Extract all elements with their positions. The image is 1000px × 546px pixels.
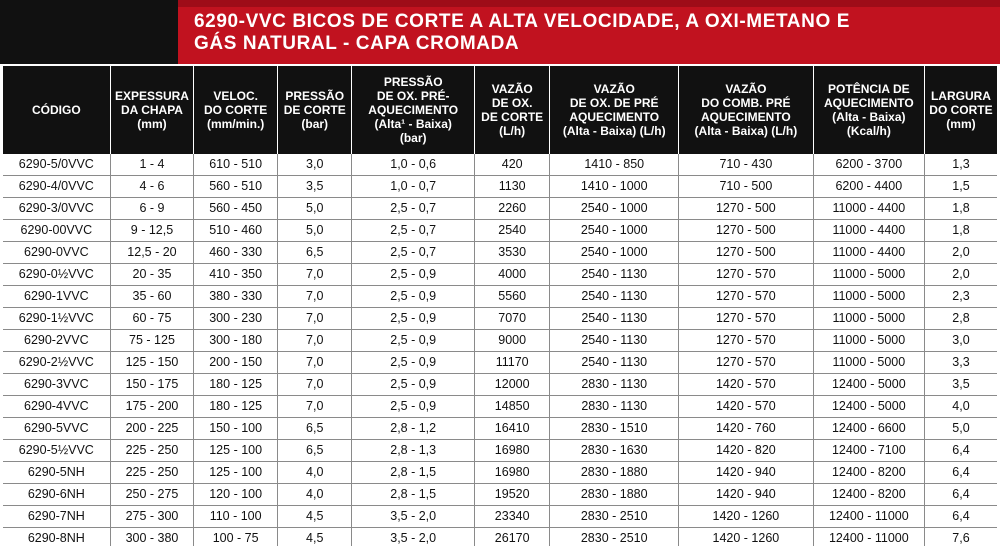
cell-largura: 1,5 xyxy=(924,176,997,198)
table-row xyxy=(3,462,997,484)
cell-codigo: 6290-0VVC xyxy=(3,242,110,264)
cell-pressao-preaquecimento: 2,8 - 1,5 xyxy=(352,484,474,506)
cell-vazao-comb-pre: 1420 - 570 xyxy=(679,374,814,396)
column-header-line: VAZÃO xyxy=(725,82,767,96)
column-header-pressao-preaquecimento xyxy=(352,66,474,154)
cell-velocidade: 180 - 125 xyxy=(194,396,278,418)
cell-espessura: 225 - 250 xyxy=(110,462,194,484)
cell-codigo: 6290-8NH xyxy=(3,528,110,546)
column-header-line: DE CORTE xyxy=(283,103,346,117)
cell-vazao-comb-pre: 1270 - 570 xyxy=(679,330,814,352)
table-row xyxy=(3,242,997,264)
cell-codigo: 6290-7NH xyxy=(3,506,110,528)
cell-pressao-corte: 7,0 xyxy=(277,330,351,352)
cell-vazao-comb-pre: 1420 - 940 xyxy=(679,484,814,506)
table-row xyxy=(3,154,997,176)
cell-espessura: 9 - 12,5 xyxy=(110,220,194,242)
table-row xyxy=(3,440,997,462)
cell-largura: 7,6 xyxy=(924,528,997,546)
cell-potencia: 6200 - 4400 xyxy=(813,176,924,198)
cell-pressao-corte: 7,0 xyxy=(277,374,351,396)
cell-espessura: 150 - 175 xyxy=(110,374,194,396)
cell-potencia: 11000 - 4400 xyxy=(813,220,924,242)
cell-potencia: 12400 - 11000 xyxy=(813,528,924,546)
cell-codigo: 6290-1VVC xyxy=(3,286,110,308)
cell-vazao-comb-pre: 1270 - 570 xyxy=(679,352,814,374)
cell-pressao-corte: 7,0 xyxy=(277,308,351,330)
column-header-line: (Alta - Baixa) (L/h) xyxy=(562,124,666,138)
cell-vazao-ox-corte: 9000 xyxy=(474,330,550,352)
cell-pressao-corte: 4,0 xyxy=(277,484,351,506)
table-row xyxy=(3,330,997,352)
cell-largura: 3,3 xyxy=(924,352,997,374)
column-header-line: (L/h) xyxy=(499,124,526,138)
table-row xyxy=(3,308,997,330)
cell-pressao-corte: 4,0 xyxy=(277,462,351,484)
cell-espessura: 250 - 275 xyxy=(110,484,194,506)
table-row xyxy=(3,264,997,286)
cell-potencia: 12400 - 6600 xyxy=(813,418,924,440)
cell-largura: 4,0 xyxy=(924,396,997,418)
cell-vazao-ox-corte: 2540 xyxy=(474,220,550,242)
table-row xyxy=(3,528,997,546)
cell-largura: 2,0 xyxy=(924,242,997,264)
cell-potencia: 12400 - 5000 xyxy=(813,374,924,396)
cell-vazao-ox-corte: 19520 xyxy=(474,484,550,506)
cell-potencia: 12400 - 8200 xyxy=(813,484,924,506)
cell-velocidade: 120 - 100 xyxy=(194,484,278,506)
cell-pressao-corte: 7,0 xyxy=(277,286,351,308)
cell-vazao-ox-pre: 2830 - 1880 xyxy=(550,462,679,484)
table-body xyxy=(3,154,997,546)
title-bar xyxy=(0,0,1000,64)
cell-codigo: 6290-4VVC xyxy=(3,396,110,418)
column-header-line: VELOC. xyxy=(213,89,258,103)
table-row xyxy=(3,396,997,418)
column-header-line: AQUECIMENTO xyxy=(823,96,914,110)
column-header-line: (Alta - Baixa) xyxy=(832,110,906,124)
cell-pressao-preaquecimento: 1,0 - 0,7 xyxy=(352,176,474,198)
cell-pressao-preaquecimento: 2,5 - 0,9 xyxy=(352,374,474,396)
cell-pressao-corte: 5,0 xyxy=(277,220,351,242)
cell-vazao-ox-pre: 1410 - 850 xyxy=(550,154,679,176)
cell-vazao-ox-pre: 2540 - 1130 xyxy=(550,352,679,374)
cell-pressao-preaquecimento: 1,0 - 0,6 xyxy=(352,154,474,176)
cell-espessura: 75 - 125 xyxy=(110,330,194,352)
cell-largura: 1,8 xyxy=(924,198,997,220)
cell-vazao-ox-pre: 2540 - 1130 xyxy=(550,286,679,308)
cell-vazao-comb-pre: 710 - 430 xyxy=(679,154,814,176)
cell-codigo: 6290-3VVC xyxy=(3,374,110,396)
cell-pressao-preaquecimento: 2,5 - 0,7 xyxy=(352,220,474,242)
column-header-line: DE OX. PRÉ- xyxy=(376,89,450,103)
table-row xyxy=(3,176,997,198)
cell-potencia: 6200 - 3700 xyxy=(813,154,924,176)
cell-largura: 1,3 xyxy=(924,154,997,176)
cell-velocidade: 410 - 350 xyxy=(194,264,278,286)
cell-largura: 6,4 xyxy=(924,462,997,484)
cell-potencia: 12400 - 7100 xyxy=(813,440,924,462)
cell-vazao-comb-pre: 1270 - 570 xyxy=(679,264,814,286)
cell-potencia: 11000 - 5000 xyxy=(813,264,924,286)
column-header-velocidade xyxy=(194,66,278,154)
table-row xyxy=(3,220,997,242)
cell-largura: 5,0 xyxy=(924,418,997,440)
table-header-row xyxy=(3,66,997,154)
column-header-line: CÓDIGO xyxy=(31,103,81,117)
cell-vazao-ox-corte: 26170 xyxy=(474,528,550,546)
table-row xyxy=(3,374,997,396)
cell-vazao-ox-corte: 7070 xyxy=(474,308,550,330)
cell-potencia: 12400 - 11000 xyxy=(813,506,924,528)
cell-largura: 6,4 xyxy=(924,484,997,506)
cell-pressao-corte: 4,5 xyxy=(277,506,351,528)
cell-vazao-ox-pre: 2540 - 1130 xyxy=(550,308,679,330)
column-header-line: AQUECIMENTO xyxy=(700,110,791,124)
cell-vazao-comb-pre: 710 - 500 xyxy=(679,176,814,198)
column-header-line: (mm) xyxy=(137,117,167,131)
cell-espessura: 20 - 35 xyxy=(110,264,194,286)
spec-table xyxy=(3,66,997,546)
cell-pressao-preaquecimento: 2,5 - 0,9 xyxy=(352,396,474,418)
cell-pressao-corte: 3,0 xyxy=(277,154,351,176)
cell-espessura: 35 - 60 xyxy=(110,286,194,308)
column-header-line: PRESSÃO xyxy=(285,89,345,103)
column-header-potencia xyxy=(813,66,924,154)
cell-potencia: 11000 - 5000 xyxy=(813,308,924,330)
cell-velocidade: 560 - 510 xyxy=(194,176,278,198)
cell-largura: 2,3 xyxy=(924,286,997,308)
cell-velocidade: 610 - 510 xyxy=(194,154,278,176)
cell-potencia: 11000 - 4400 xyxy=(813,198,924,220)
cell-pressao-corte: 4,5 xyxy=(277,528,351,546)
cell-vazao-ox-corte: 1130 xyxy=(474,176,550,198)
cell-vazao-ox-pre: 2830 - 1510 xyxy=(550,418,679,440)
table-row xyxy=(3,506,997,528)
column-header-line: VAZÃO xyxy=(491,82,533,96)
table-row xyxy=(3,484,997,506)
cell-velocidade: 200 - 150 xyxy=(194,352,278,374)
cell-vazao-ox-pre: 2830 - 1630 xyxy=(550,440,679,462)
cell-codigo: 6290-3/0VVC xyxy=(3,198,110,220)
cell-velocidade: 510 - 460 xyxy=(194,220,278,242)
cell-vazao-comb-pre: 1420 - 820 xyxy=(679,440,814,462)
cell-pressao-preaquecimento: 3,5 - 2,0 xyxy=(352,506,474,528)
cell-vazao-ox-pre: 2830 - 1130 xyxy=(550,396,679,418)
column-header-espessura xyxy=(110,66,194,154)
cell-vazao-ox-corte: 2260 xyxy=(474,198,550,220)
column-header-line: (bar) xyxy=(399,131,427,145)
cell-largura: 6,4 xyxy=(924,440,997,462)
cell-largura: 6,4 xyxy=(924,506,997,528)
title-red-accent xyxy=(178,0,1000,7)
column-header-line: (mm) xyxy=(946,117,976,131)
column-header-line: DO COMB. PRÉ xyxy=(701,96,791,110)
title-black-block xyxy=(0,0,178,64)
column-header-line: DE OX. xyxy=(491,96,533,110)
cell-vazao-comb-pre: 1270 - 570 xyxy=(679,286,814,308)
cell-pressao-preaquecimento: 2,5 - 0,9 xyxy=(352,330,474,352)
cell-pressao-preaquecimento: 2,8 - 1,5 xyxy=(352,462,474,484)
cell-vazao-ox-pre: 2540 - 1000 xyxy=(550,198,679,220)
column-header-line: VAZÃO xyxy=(593,82,635,96)
title-line-1: 6290-VVC BICOS DE CORTE A ALTA VELOCIDADE, A OXI-METANO E xyxy=(194,11,850,32)
cell-potencia: 11000 - 5000 xyxy=(813,330,924,352)
cell-velocidade: 560 - 450 xyxy=(194,198,278,220)
cell-potencia: 11000 - 5000 xyxy=(813,352,924,374)
column-header-line: POTÊNCIA DE xyxy=(828,82,910,96)
column-header-line: AQUECIMENTO xyxy=(569,110,660,124)
cell-pressao-preaquecimento: 2,5 - 0,7 xyxy=(352,242,474,264)
cell-codigo: 6290-2VVC xyxy=(3,330,110,352)
cell-vazao-ox-corte: 4000 xyxy=(474,264,550,286)
cell-espessura: 1 - 4 xyxy=(110,154,194,176)
cell-largura: 2,0 xyxy=(924,264,997,286)
cell-codigo: 6290-6NH xyxy=(3,484,110,506)
cell-vazao-ox-pre: 2830 - 1880 xyxy=(550,484,679,506)
column-header-line: AQUECIMENTO xyxy=(368,103,459,117)
cell-codigo: 6290-0½VVC xyxy=(3,264,110,286)
cell-velocidade: 380 - 330 xyxy=(194,286,278,308)
cell-largura: 1,8 xyxy=(924,220,997,242)
table-row xyxy=(3,418,997,440)
cell-potencia: 11000 - 4400 xyxy=(813,242,924,264)
cell-velocidade: 125 - 100 xyxy=(194,462,278,484)
cell-pressao-preaquecimento: 2,5 - 0,9 xyxy=(352,264,474,286)
cell-vazao-ox-corte: 16980 xyxy=(474,462,550,484)
cell-codigo: 6290-00VVC xyxy=(3,220,110,242)
cell-codigo: 6290-5/0VVC xyxy=(3,154,110,176)
cell-codigo: 6290-5½VVC xyxy=(3,440,110,462)
cell-espessura: 125 - 150 xyxy=(110,352,194,374)
cell-vazao-ox-corte: 420 xyxy=(474,154,550,176)
cell-espessura: 6 - 9 xyxy=(110,198,194,220)
cell-pressao-preaquecimento: 2,5 - 0,9 xyxy=(352,286,474,308)
cell-vazao-comb-pre: 1270 - 570 xyxy=(679,308,814,330)
column-header-line: (Alta¹ - Baixa) xyxy=(374,117,452,131)
cell-largura: 2,8 xyxy=(924,308,997,330)
cell-velocidade: 180 - 125 xyxy=(194,374,278,396)
cell-potencia: 11000 - 5000 xyxy=(813,286,924,308)
cell-espessura: 60 - 75 xyxy=(110,308,194,330)
column-header-line: LARGURA xyxy=(930,89,991,103)
cell-codigo: 6290-5NH xyxy=(3,462,110,484)
cell-vazao-ox-corte: 23340 xyxy=(474,506,550,528)
cell-velocidade: 150 - 100 xyxy=(194,418,278,440)
cell-velocidade: 110 - 100 xyxy=(194,506,278,528)
cell-vazao-ox-pre: 2830 - 1130 xyxy=(550,374,679,396)
cell-vazao-ox-pre: 2830 - 2510 xyxy=(550,506,679,528)
cell-codigo: 6290-2½VVC xyxy=(3,352,110,374)
cell-codigo: 6290-1½VVC xyxy=(3,308,110,330)
cell-vazao-comb-pre: 1420 - 940 xyxy=(679,462,814,484)
cell-pressao-preaquecimento: 2,8 - 1,2 xyxy=(352,418,474,440)
cell-pressao-preaquecimento: 2,5 - 0,9 xyxy=(352,308,474,330)
cell-pressao-preaquecimento: 3,5 - 2,0 xyxy=(352,528,474,546)
cell-largura: 3,0 xyxy=(924,330,997,352)
column-header-line: (bar) xyxy=(301,117,329,131)
column-header-line: (Alta - Baixa) (L/h) xyxy=(694,124,798,138)
column-header-line: PRESSÃO xyxy=(383,75,443,89)
column-header-line: DE OX. DE PRÉ xyxy=(569,96,659,110)
cell-codigo: 6290-4/0VVC xyxy=(3,176,110,198)
cell-vazao-comb-pre: 1420 - 1260 xyxy=(679,528,814,546)
cell-pressao-corte: 6,5 xyxy=(277,242,351,264)
cell-potencia: 12400 - 5000 xyxy=(813,396,924,418)
cell-espessura: 175 - 200 xyxy=(110,396,194,418)
title-line-2: GÁS NATURAL - CAPA CROMADA xyxy=(194,33,520,54)
cell-velocidade: 125 - 100 xyxy=(194,440,278,462)
cell-vazao-ox-corte: 3530 xyxy=(474,242,550,264)
cell-vazao-ox-corte: 14850 xyxy=(474,396,550,418)
cell-largura: 3,5 xyxy=(924,374,997,396)
column-header-vazao-comb-pre xyxy=(679,66,814,154)
page-title xyxy=(194,11,984,55)
column-header-line: DO CORTE xyxy=(203,103,268,117)
table-row xyxy=(3,352,997,374)
cell-velocidade: 100 - 75 xyxy=(194,528,278,546)
cell-pressao-corte: 7,0 xyxy=(277,264,351,286)
cell-vazao-ox-corte: 16980 xyxy=(474,440,550,462)
column-header-line: (mm/min.) xyxy=(206,117,265,131)
cell-espessura: 225 - 250 xyxy=(110,440,194,462)
column-header-codigo xyxy=(3,66,110,154)
cell-vazao-comb-pre: 1270 - 500 xyxy=(679,242,814,264)
cell-espessura: 12,5 - 20 xyxy=(110,242,194,264)
cell-vazao-comb-pre: 1420 - 570 xyxy=(679,396,814,418)
cell-potencia: 12400 - 8200 xyxy=(813,462,924,484)
cell-vazao-ox-pre: 2540 - 1000 xyxy=(550,220,679,242)
column-header-line: DE CORTE xyxy=(481,110,544,124)
cell-vazao-ox-corte: 5560 xyxy=(474,286,550,308)
column-header-vazao-ox-pre xyxy=(550,66,679,154)
cell-pressao-preaquecimento: 2,8 - 1,3 xyxy=(352,440,474,462)
cell-espessura: 300 - 380 xyxy=(110,528,194,546)
cell-vazao-ox-pre: 2540 - 1000 xyxy=(550,242,679,264)
table-row xyxy=(3,286,997,308)
cell-velocidade: 300 - 180 xyxy=(194,330,278,352)
cell-vazao-ox-pre: 2830 - 2510 xyxy=(550,528,679,546)
cell-pressao-corte: 6,5 xyxy=(277,440,351,462)
column-header-pressao-corte xyxy=(277,66,351,154)
column-header-line: DA CHAPA xyxy=(120,103,183,117)
cell-espessura: 275 - 300 xyxy=(110,506,194,528)
column-header-line: DO CORTE xyxy=(929,103,993,117)
cell-pressao-corte: 3,5 xyxy=(277,176,351,198)
cell-pressao-corte: 6,5 xyxy=(277,418,351,440)
cell-velocidade: 300 - 230 xyxy=(194,308,278,330)
cell-velocidade: 460 - 330 xyxy=(194,242,278,264)
cell-vazao-ox-pre: 2540 - 1130 xyxy=(550,264,679,286)
cell-vazao-ox-corte: 16410 xyxy=(474,418,550,440)
cell-vazao-ox-pre: 2540 - 1130 xyxy=(550,330,679,352)
table-row xyxy=(3,198,997,220)
cell-vazao-ox-pre: 1410 - 1000 xyxy=(550,176,679,198)
cell-vazao-comb-pre: 1270 - 500 xyxy=(679,198,814,220)
cell-vazao-comb-pre: 1420 - 1260 xyxy=(679,506,814,528)
cell-espessura: 200 - 225 xyxy=(110,418,194,440)
cell-pressao-corte: 5,0 xyxy=(277,198,351,220)
cell-pressao-preaquecimento: 2,5 - 0,9 xyxy=(352,352,474,374)
cell-vazao-ox-corte: 11170 xyxy=(474,352,550,374)
cell-pressao-preaquecimento: 2,5 - 0,7 xyxy=(352,198,474,220)
cell-pressao-corte: 7,0 xyxy=(277,352,351,374)
cell-vazao-comb-pre: 1420 - 760 xyxy=(679,418,814,440)
cell-pressao-corte: 7,0 xyxy=(277,396,351,418)
column-header-line: (Kcal/h) xyxy=(846,124,891,138)
cell-vazao-ox-corte: 12000 xyxy=(474,374,550,396)
cell-vazao-comb-pre: 1270 - 500 xyxy=(679,220,814,242)
cell-codigo: 6290-5VVC xyxy=(3,418,110,440)
column-header-line: EXPESSURA xyxy=(114,89,189,103)
cell-espessura: 4 - 6 xyxy=(110,176,194,198)
column-header-vazao-ox-corte xyxy=(474,66,550,154)
column-header-largura xyxy=(924,66,997,154)
